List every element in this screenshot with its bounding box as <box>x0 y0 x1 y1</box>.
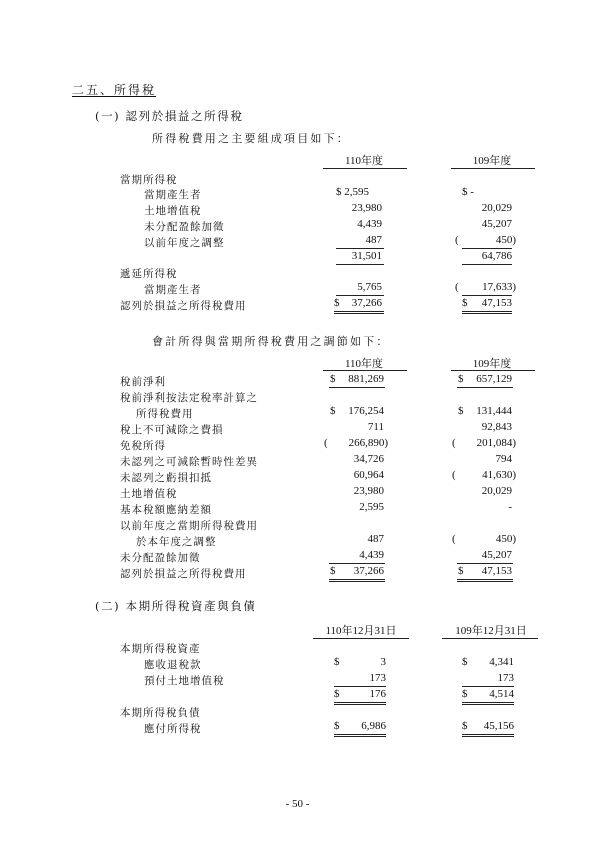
table3-row-c2: 45,156 <box>483 720 514 732</box>
dollar-sign: $ <box>334 297 340 309</box>
double-underline <box>462 702 514 703</box>
table2-row-c1: 711 <box>367 421 384 433</box>
table3-row-label: 本期所得稅資產 <box>120 643 201 655</box>
table1-open-paren: ( <box>455 281 459 293</box>
underline <box>336 248 384 249</box>
subsection-heading-1: (一) 認列於損益之所得稅 <box>95 109 244 123</box>
table2-intro: 會計所得與當期所得稅費用之調節如下： <box>152 335 390 348</box>
underline <box>457 387 513 388</box>
table1-row-c2: 450) <box>495 234 516 246</box>
double-underline <box>462 311 512 312</box>
table3-row-label: 預付土地增值稅 <box>144 675 225 687</box>
table1-row-c2: 17,633) <box>482 281 516 293</box>
table1-row-c2: 20,029 <box>481 202 512 214</box>
section-heading: 二五、所得稅 <box>72 83 157 97</box>
table2-row-c1: 266,890) <box>348 437 388 449</box>
double-underline <box>329 581 385 582</box>
table1-col2-header: 109年度 <box>472 155 512 167</box>
underline <box>336 264 384 265</box>
table1-row-c1: 487 <box>365 234 382 246</box>
underline <box>329 563 385 564</box>
dollar-sign: $ <box>334 656 340 668</box>
table3-subtotal-c2: 4,514 <box>489 688 514 700</box>
double-underline <box>334 736 386 737</box>
table1-row-c1: 5,765 <box>357 281 382 293</box>
dollar-sign: $ <box>462 656 468 668</box>
double-underline <box>334 311 384 312</box>
dollar-sign: $ <box>458 405 464 417</box>
table2-col2-header: 109年度 <box>472 358 512 370</box>
table2-row-label: 土地增值稅 <box>120 488 178 500</box>
table2-open-paren: ( <box>452 469 456 481</box>
table2-row-c2: - <box>508 501 512 513</box>
table2-col1-header-rule <box>323 370 407 371</box>
table2-row-label: 未認列之虧損扣抵 <box>120 472 212 484</box>
table2-row-label: 稅上不可減除之費損 <box>120 424 224 436</box>
table1-total-c1: 37,266 <box>351 297 382 309</box>
dollar-sign: $ <box>330 405 336 417</box>
table1-col2-header-rule <box>451 168 535 169</box>
double-underline <box>462 734 514 735</box>
underline <box>329 387 385 388</box>
table3-row-c2: 173 <box>497 672 514 684</box>
underline <box>462 686 514 687</box>
table2-row-label: 稅前淨利按法定稅率計算之 <box>120 392 258 404</box>
table2-row-c2: 450) <box>495 533 516 545</box>
table1-total-c2: 47,153 <box>481 297 512 309</box>
table2-row-label: 免稅所得 <box>120 440 166 452</box>
table1-row-c1: $ 2,595 <box>336 186 369 198</box>
underline <box>462 264 512 265</box>
table2-row-c2: 657,129 <box>476 373 512 385</box>
dollar-sign: $ <box>462 688 468 700</box>
double-underline <box>334 702 386 703</box>
underline <box>462 295 512 296</box>
table2-row-c2: 131,444 <box>476 405 512 417</box>
table1-col1-header: 110年度 <box>344 155 384 167</box>
double-underline <box>457 579 513 580</box>
table2-row-c1: 34,726 <box>353 453 384 465</box>
table3-row-c1: 173 <box>369 672 386 684</box>
underline <box>336 295 384 296</box>
double-underline <box>462 736 514 737</box>
table1-subtotal-c1: 31,501 <box>351 250 382 262</box>
dollar-sign: $ <box>462 720 468 732</box>
subsection-heading-2: (二) 本期所得稅資產與負債 <box>95 599 257 613</box>
double-underline <box>462 704 514 705</box>
underline <box>334 686 386 687</box>
table2-row-label: 未認列之可減除暫時性差異 <box>120 456 258 468</box>
table1-row-c1: 4,439 <box>357 218 382 230</box>
table1-intro: 所得稅費用之主要組成項目如下： <box>152 132 350 145</box>
table2-row-label: 稅前淨利 <box>120 376 166 388</box>
table3-row-label: 應付所得稅 <box>144 723 202 735</box>
table3-subtotal-c1: 176 <box>369 688 386 700</box>
table2-row-label: 基本稅額應納差額 <box>120 504 212 516</box>
table2-row-c1: 4,439 <box>359 549 384 561</box>
table3-row-c2: 4,341 <box>489 656 514 668</box>
table1-row-label: 以前年度之調整 <box>144 237 225 249</box>
table3-col2-header: 109年12月31日 <box>455 625 527 637</box>
dollar-sign: $ <box>330 565 336 577</box>
dollar-sign: $ <box>458 373 464 385</box>
table2-row-label: 所得稅費用 <box>136 408 194 420</box>
table2-row-label: 認列於損益之所得稅費用 <box>120 568 247 580</box>
dollar-sign: $ <box>458 565 464 577</box>
table2-row-label: 未分配盈餘加徵 <box>120 552 201 564</box>
table2-row-c2: 201,084) <box>476 437 516 449</box>
table2-row-c1: 487 <box>367 533 384 545</box>
double-underline <box>334 734 386 735</box>
dollar-sign: $ <box>334 720 340 732</box>
table2-open-paren: ( <box>452 437 456 449</box>
table2-row-c1: 881,269 <box>348 373 384 385</box>
table1-row-label: 當期所得稅 <box>120 174 178 186</box>
table2-row-c1: 60,964 <box>353 469 384 481</box>
table2-row-c2: 41,630) <box>482 469 516 481</box>
table1-open-paren: ( <box>455 234 459 246</box>
double-underline <box>462 313 512 314</box>
table1-row-label: 遞延所得稅 <box>120 268 178 280</box>
table2-row-c1: 23,980 <box>353 485 384 497</box>
dollar-sign: $ <box>330 373 336 385</box>
table1-row-label: 未分配盈餘加徵 <box>144 221 225 233</box>
table2-row-c2: 794 <box>495 453 512 465</box>
table2-open-paren: ( <box>452 533 456 545</box>
table3-row-label: 應收退稅款 <box>144 659 202 671</box>
table3-row-label: 本期所得稅負債 <box>120 707 201 719</box>
table3-row-c1: 6,986 <box>361 720 386 732</box>
table1-row-label: 土地增值稅 <box>144 205 202 217</box>
table2-col1-header: 110年度 <box>344 358 384 370</box>
double-underline <box>457 581 513 582</box>
table1-row-c2: 45,207 <box>481 218 512 230</box>
table2-row-label: 以前年度之當期所得稅費用 <box>120 520 258 532</box>
table1-row-c1: 23,980 <box>351 202 382 214</box>
table2-total-c2: 47,153 <box>481 565 512 577</box>
page-number: - 50 - <box>285 798 310 810</box>
table1-row-label: 認列於損益之所得稅費用 <box>120 300 247 312</box>
dollar-sign: $ <box>334 688 340 700</box>
table2-row-c2: 45,207 <box>481 549 512 561</box>
double-underline <box>334 313 384 314</box>
double-underline <box>334 704 386 705</box>
table3-row-c1: 3 <box>380 656 386 668</box>
table3-col1-header-rule <box>313 638 409 639</box>
table3-col2-header-rule <box>442 638 538 639</box>
table2-row-c1: 176,254 <box>348 405 384 417</box>
table1-subtotal-c2: 64,786 <box>481 250 512 262</box>
table2-col2-header-rule <box>451 370 535 371</box>
table2-row-c2: 20,029 <box>481 485 512 497</box>
table1-row-c2: $ - <box>462 186 474 198</box>
table1-row-label: 當期產生者 <box>144 189 202 201</box>
table1-col1-header-rule <box>323 168 407 169</box>
table1-row-label: 當期產生者 <box>144 284 202 296</box>
table2-row-c1: 2,595 <box>359 501 384 513</box>
table2-total-c1: 37,266 <box>353 565 384 577</box>
table2-row-c2: 92,843 <box>481 421 512 433</box>
table2-open-paren: ( <box>324 437 328 449</box>
double-underline <box>329 579 385 580</box>
underline <box>462 248 512 249</box>
underline <box>457 563 513 564</box>
table3-col1-header: 110年12月31日 <box>325 625 397 637</box>
dollar-sign: $ <box>462 297 468 309</box>
table2-row-label: 於本年度之調整 <box>136 536 217 548</box>
